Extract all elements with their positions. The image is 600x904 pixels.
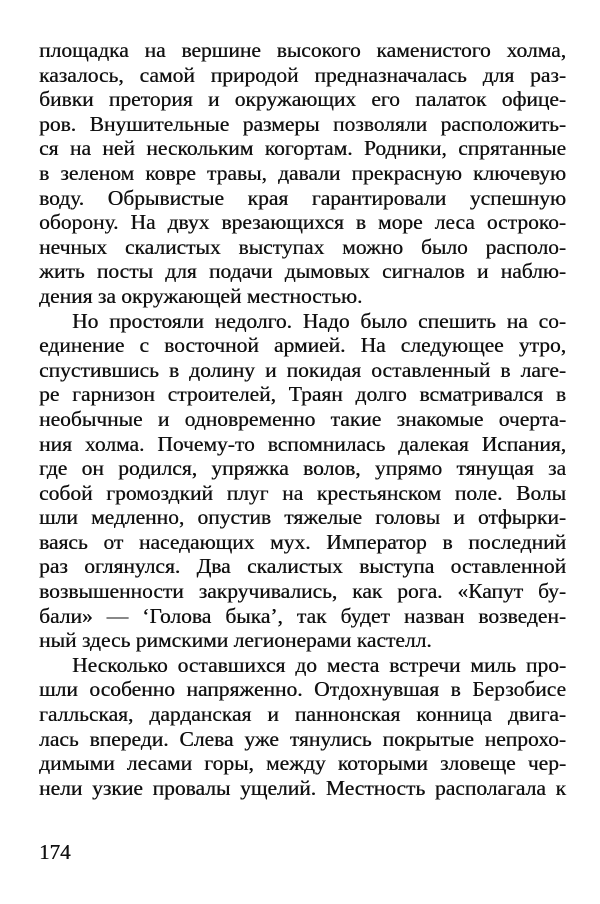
text-line: необычные и одновременно такие знакомые очерта- [39,406,566,431]
text-line: димыми лесами горы, между которыми зловеще чер- [39,751,566,776]
text-line: лась впереди. Слева уже тянулись покрытые непрохо- [39,726,566,751]
text-line: бивки претория и окружающих его палаток офице- [39,87,566,112]
text-line: ваясь от наседающих мух. Император в последний [39,529,566,554]
text-line: площадка на вершине высокого каменистого холма, [39,38,566,62]
text-line: ров. Внушительные размеры позволяли расположить- [39,111,566,136]
text-line: шли медленно, опустив тяжелые головы и отфырки- [39,505,566,530]
page-number: 174 [39,840,71,864]
body-text [39,38,566,800]
paragraph [39,309,566,653]
text-line: возвышенности закручивались, как рога. «Капут бу- [39,579,566,604]
text-line: Но простояли недолго. Надо было спешить на со- [72,308,566,333]
text-line: оборону. На двух врезающихся в море леса остроко- [39,210,566,235]
text-line: дения за окружающей местностью. [39,283,363,308]
text-line: казалось, самой природой предназначалась для раз- [39,62,566,87]
text-line: Несколько оставшихся до места встречи миль про- [72,652,566,677]
text-line: галльская, дарданская и паннонская конница двига- [39,702,566,727]
text-line: собой громоздкий плуг на крестьянском поле. Волы [39,480,566,505]
paragraph [39,653,566,801]
text-line: бали» — ‘Голова быка’, так будет назван возведен- [39,603,566,628]
text-line: ре гарнизон строителей, Траян долго всматривался в [39,382,566,407]
paragraph [39,38,566,309]
text-line: воду. Обрывистые края гарантировали успешную [39,185,566,210]
text-line: в зеленом ковре травы, давали прекрасную ключевую [39,160,566,185]
text-line: где он родился, упряжка волов, упрямо тянущая за [39,456,566,481]
text-line: жить посты для подачи дымовых сигналов и наблю- [39,259,566,284]
text-line: шли особенно напряженно. Отдохнувшая в Берзобисе [39,677,566,702]
text-line: ный здесь римскими легионерами кастелл. [39,628,432,653]
text-line: единение с восточной армией. На следующее утро, [39,333,566,358]
text-line: раз оглянулся. Два скалистых выступа оставленной [39,554,566,579]
text-line: спустившись в долину и покидая оставленный в лаге- [39,357,566,382]
text-line: ся на ней нескольким когортам. Родники, спрятанные [39,136,566,161]
text-line: нечных скалистых выступах можно было располо- [39,234,566,259]
text-line: ния холма. Почему-то вспомнилась далекая Испания, [39,431,566,456]
text-line: нели узкие провалы ущелий. Местность располагала к [39,775,566,800]
